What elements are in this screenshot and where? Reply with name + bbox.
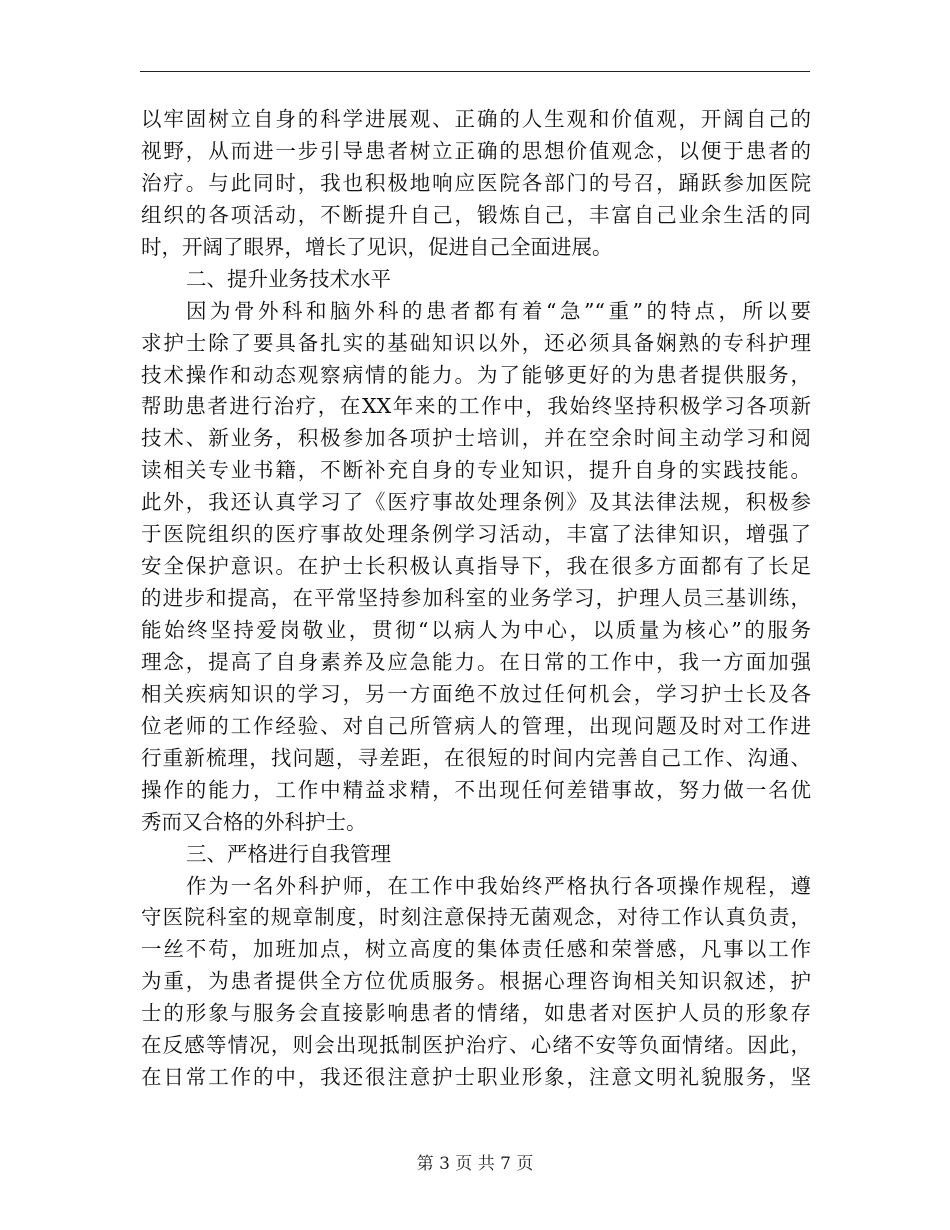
page-footer — [0, 1152, 950, 1176]
page-number-label: 第 3 页 共 7 页 — [416, 1154, 534, 1174]
text-line: 组织的各项活动，不断提升自己，锻炼自己，丰富自己业余生活的同 — [141, 202, 811, 227]
text-line: 读相关专业书籍，不断补充自身的专业知识，提升自身的实践技能。 — [141, 458, 811, 483]
text-line: 于医院组织的医疗事故处理条例学习活动，丰富了法律知识，增强了 — [141, 522, 811, 547]
text-line: 技术操作和动态观察病情的能力。为了能够更好的为患者提供服务， — [141, 362, 811, 387]
text-line: 安全保护意识。在护士长积极认真指导下，我在很多方面都有了长足 — [141, 554, 811, 579]
document-body — [141, 104, 811, 1094]
text-line: 守医院科室的规章制度，时刻注意保持无菌观念，对待工作认真负责， — [141, 905, 811, 930]
text-line: 位老师的工作经验、对自己所管病人的管理，出现问题及时对工作进 — [141, 713, 811, 738]
text-line: 行重新梳理，找问题，寻差距，在很短的时间内完善自己工作、沟通、 — [141, 745, 811, 770]
text-line: 一丝不苟，加班加点，树立高度的集体责任感和荣誉感，凡事以工作 — [141, 937, 811, 962]
text-line: 秀而又合格的外科护士。 — [141, 809, 367, 834]
text-line: 相关疾病知识的学习，另一方面绝不放过任何机会，学习护士长及各 — [141, 681, 811, 706]
text-line: 求护士除了要具备扎实的基础知识以外，还必须具备娴熟的专科护理 — [141, 330, 811, 355]
text-line: 以牢固树立自身的科学进展观、正确的人生观和价值观，开阔自己的 — [141, 107, 811, 131]
text-line: 此外，我还认真学习了《医疗事故处理条例》及其法律法规，积极参 — [141, 490, 811, 515]
text-line: 三、严格进行自我管理 — [186, 841, 391, 866]
text-line: 时，开阔了眼界，增长了见识，促进自己全面进展。 — [141, 234, 613, 259]
text-line: 的进步和提高，在平常坚持参加科室的业务学习，护理人员三基训练， — [141, 586, 811, 611]
text-line: 技术、新业务，积极参加各项护士培训，并在空余时间主动学习和阅 — [141, 426, 811, 451]
text-line: 视野，从而进一步引导患者树立正确的思想价值观念，以便于患者的 — [141, 138, 811, 163]
text-line: 理念，提高了自身素养及应急能力。在日常的工作中，我一方面加强 — [141, 649, 811, 674]
text-line: 帮助患者进行治疗，在XX年来的工作中，我始终坚持积极学习各项新 — [141, 394, 811, 419]
text-line: 为重，为患者提供全方位优质服务。根据心理咨询相关知识叙述，护 — [141, 969, 811, 994]
text-line: 因为骨外科和脑外科的患者都有着“急”“重”的特点，所以要 — [186, 298, 811, 323]
text-line: 治疗。与此同时，我也积极地响应医院各部门的号召，踊跃参加医院 — [141, 170, 811, 195]
text-line: 作为一名外科护师，在工作中我始终严格执行各项操作规程，遵 — [186, 873, 811, 898]
text-line: 操作的能力，工作中精益求精，不出现任何差错事故，努力做一名优 — [141, 777, 811, 802]
text-line: 在日常工作的中，我还很注意护士职业形象，注意文明礼貌服务，坚 — [141, 1065, 811, 1090]
header-rule — [140, 71, 810, 72]
text-line: 能始终坚持爱岗敬业，贯彻“以病人为中心，以质量为核心”的服务 — [141, 618, 811, 642]
text-line: 在反感等情况，则会出现抵制医护治疗、心绪不安等负面情绪。因此， — [141, 1033, 811, 1058]
text-line: 二、提升业务技术水平 — [186, 266, 391, 291]
text-line: 士的形象与服务会直接影响患者的情绪，如患者对医护人员的形象存 — [141, 1001, 811, 1026]
